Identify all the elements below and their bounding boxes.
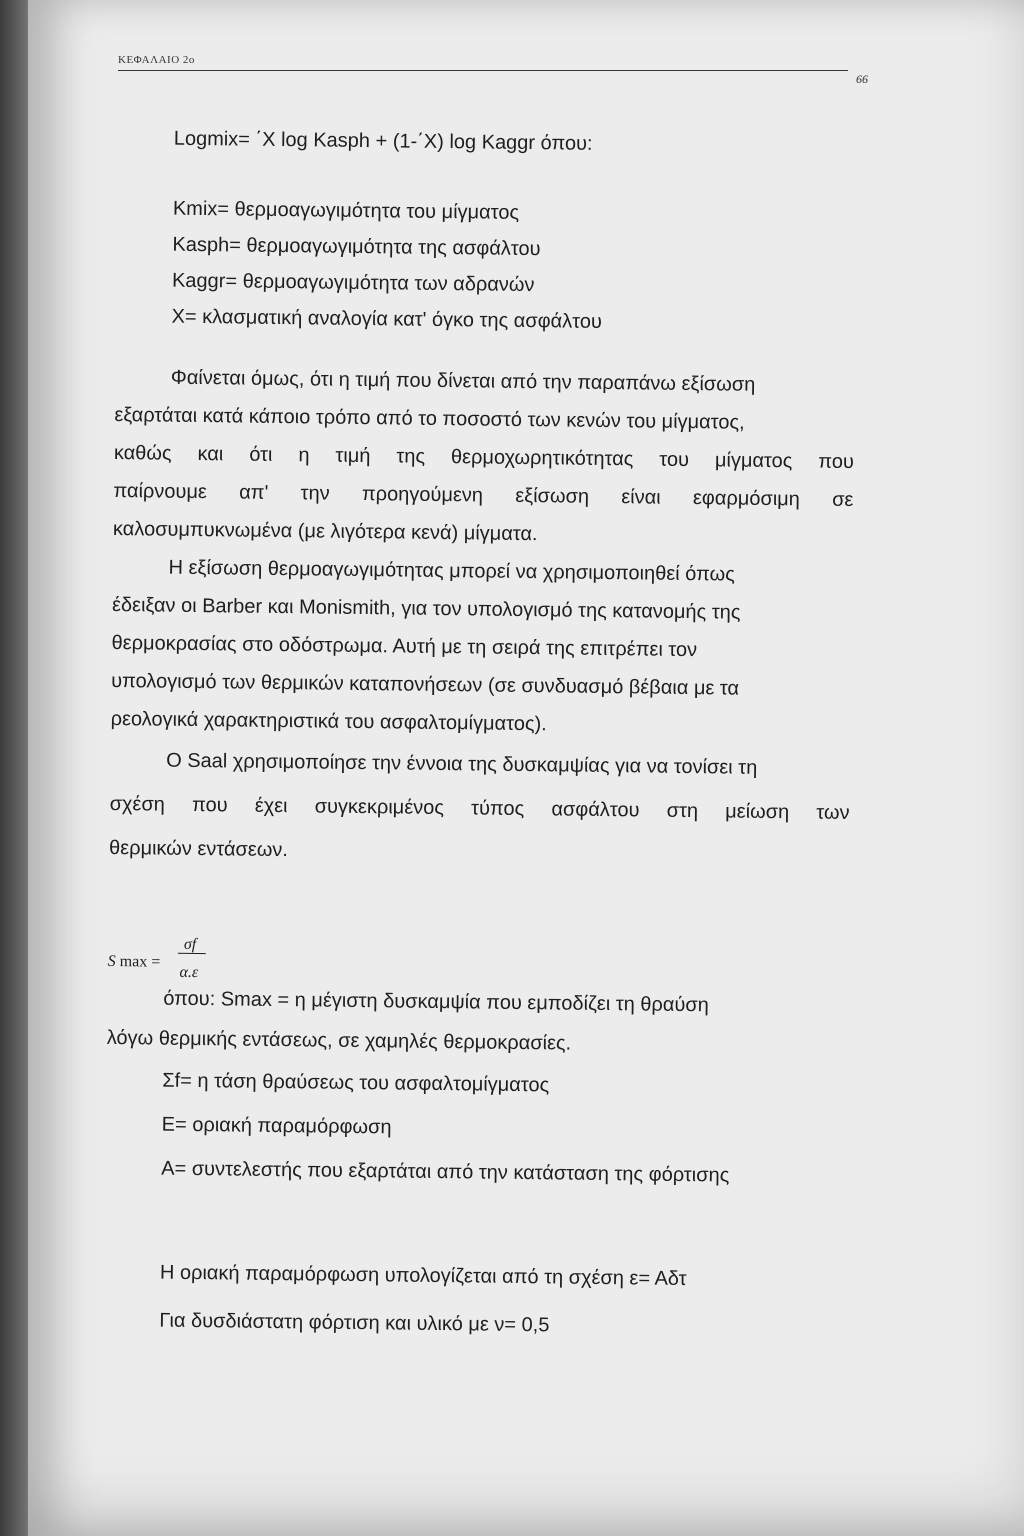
formula-definitions bbox=[105, 1058, 867, 1199]
explanation-line: όπου: Smax = η μέγιστη δυσκαμψία που εμποδίζει τη θραύση bbox=[163, 987, 709, 1017]
paragraph-line: θερμικών εντάσεων. bbox=[108, 836, 289, 862]
page-header bbox=[118, 48, 868, 88]
document-body bbox=[103, 120, 878, 1353]
definition-sf: Σf= η τάση θραύσεως του ασφαλτομίγματος bbox=[162, 1069, 550, 1097]
closing-line: Για δυσδιάστατη φόρτιση και υλικό με ν= 0,5 bbox=[159, 1309, 550, 1337]
closing-text bbox=[103, 1248, 864, 1353]
page-number: 66 bbox=[856, 72, 868, 86]
formula-subscript: max bbox=[119, 953, 148, 971]
formula-denominator: α.ε bbox=[179, 963, 199, 982]
definition-x: X= κλασματική αναλογία κατ' όγκο της ασφάλτου bbox=[171, 305, 603, 333]
paragraph-line: έδειξαν οι Barber και Monismith, για τον υπολογισμό της κατανομής της bbox=[111, 593, 741, 624]
definition-e: Ε= οριακή παραμόρφωση bbox=[161, 1113, 392, 1139]
paragraph-line: σχέση που έχει συγκεκριμένος τύπος ασφάλτου στη μείωση των bbox=[109, 792, 850, 824]
closing-line: Η οριακή παραμόρφωση υπολογίζεται από τη σχέση ε= Αδτ bbox=[159, 1261, 687, 1291]
definition-a: Α= συντελεστής που εξαρτάται από την κατάσταση της φόρτισης bbox=[161, 1157, 730, 1187]
header-rule bbox=[118, 70, 848, 71]
paragraph-line: παίρνουμε απ' την προηγούμενη εξίσωση είναι εφαρμόσιμη σε bbox=[113, 479, 854, 512]
formula-symbol: S bbox=[107, 952, 116, 971]
definition-kaggr: Kaggr= θερμοαγωγιμότητα των αδρανών bbox=[171, 269, 535, 297]
formula-lhs bbox=[107, 944, 160, 981]
equation-line: Logmix= ΄X log Kasph + (1-΄X) log Kaggr όπου: bbox=[173, 127, 593, 155]
formula-explanation bbox=[107, 978, 868, 1067]
smax-formula bbox=[108, 928, 869, 987]
paragraph-line: εξαρτάται κατά κάποιο τρόπο από το ποσοστό των κενών του μίγματος, bbox=[114, 403, 745, 434]
chapter-label: ΚΕΦΑΛΑΙΟ 2ο bbox=[118, 54, 195, 66]
paragraph-line: καθώς και ότι η τιμή της θερμοχωρητικότητας του μίγματος που bbox=[113, 441, 855, 474]
paragraph-1 bbox=[113, 358, 875, 557]
formula-equals: = bbox=[151, 953, 161, 971]
paragraph-line: Φαίνεται όμως, ότι η τιμή που δίνεται από την παραπάνω εξίσωση bbox=[170, 366, 756, 396]
formula-numerator: σf bbox=[183, 935, 197, 954]
paragraph-line: υπολογισμό των θερμικών καταπονήσεων (σε συνδυασμό βέβαια με τα bbox=[111, 669, 740, 700]
paragraph-line: ρεολογικά χαρακτηριστικά του ασφαλτομίγματος). bbox=[110, 707, 547, 736]
paragraph-line: καλοσυμπυκνωμένα (με λιγότερα κενά) μίγματα. bbox=[112, 517, 538, 546]
paragraph-line: Η εξίσωση θερμοαγωγιμότητας μπορεί να χρησιμοποιηθεί όπως bbox=[168, 556, 735, 586]
paragraph-line: θερμοκρασίας στο οδόστρωμα. Αυτή με τη σειρά της επιτρέπει τον bbox=[111, 631, 698, 662]
paragraph-line: O Saal χρησιμοποίησε την έννοια της δυσκαμψίας για να τονίσει τη bbox=[166, 749, 758, 779]
definition-kmix: Kmix= θερμοαγωγιμότητα του μίγματος bbox=[172, 197, 520, 224]
paragraph-2 bbox=[110, 548, 872, 747]
explanation-line: λόγω θερμικής εντάσεως, σε χαμηλές θερμοκρασίες. bbox=[106, 1026, 572, 1055]
paragraph-3 bbox=[109, 738, 871, 879]
definition-kasph: Kasph= θερμοαγωγιμότητα της ασφάλτου bbox=[172, 233, 541, 261]
